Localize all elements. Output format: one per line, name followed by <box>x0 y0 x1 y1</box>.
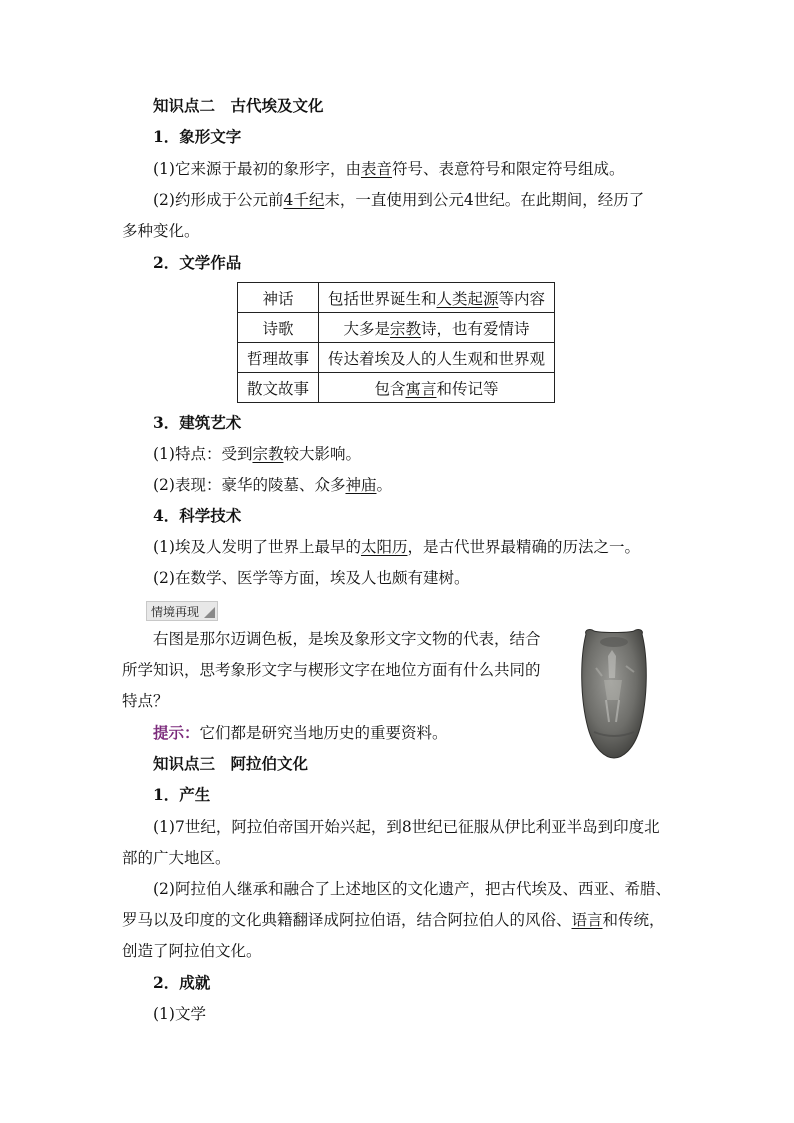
table-value: 大多是宗教诗，也有爱情诗 <box>319 313 555 343</box>
achievement-literature: (1)文学 <box>153 1005 206 1023</box>
table-value: 传达着埃及人的人生观和世界观 <box>319 343 555 373</box>
table-row <box>238 343 555 373</box>
science-math: (2)在数学、医学等方面，埃及人也颇有建树。 <box>153 569 470 587</box>
hieroglyph-origin: (1)它来源于最初的象形字，由表音符号、表意符号和限定符号组成。 <box>153 160 625 178</box>
table-key: 诗歌 <box>238 313 319 343</box>
architecture-heading: 3．建筑艺术 <box>153 413 242 432</box>
table-row <box>238 373 555 403</box>
scenario-question-line2: 所学知识，思考象形文字与楔形文字在地位方面有什么共同的 <box>122 661 541 679</box>
hieroglyph-heading: 1．象形文字 <box>153 127 242 146</box>
table-key: 哲理故事 <box>238 343 319 373</box>
hint-label: 提示： <box>153 723 200 742</box>
arab-rise-line2: 部的广大地区。 <box>122 849 231 867</box>
scenario-badge: 情境再现 <box>146 601 218 621</box>
scenario-hint: 提示：它们都是研究当地历史的重要资料。 <box>153 723 448 742</box>
scenario-question-line1: 右图是那尔迈调色板，是埃及象形文字文物的代表，结合 <box>153 630 541 648</box>
achievements-heading: 2．成就 <box>153 973 211 992</box>
table-row <box>238 313 555 343</box>
science-calendar: (1)埃及人发明了世界上最早的太阳历，是古代世界最精确的历法之一。 <box>153 538 640 556</box>
corner-triangle-icon <box>204 607 215 618</box>
architecture-expression: (2)表现：豪华的陵墓、众多神庙。 <box>153 476 392 494</box>
arab-rise-line1: (1)7世纪，阿拉伯帝国开始兴起，到8世纪已征服从伊比利亚半岛到印度北 <box>153 818 660 836</box>
arab-heritage-line2: 罗马以及印度的文化典籍翻译成阿拉伯语，结合阿拉伯人的风俗、语言和传统， <box>122 911 665 929</box>
hieroglyph-period-cont: 多种变化。 <box>122 222 200 240</box>
hieroglyph-period: (2)约形成于公元前4千纪末，一直使用到公元4世纪。在此期间，经历了 <box>153 191 645 209</box>
table-row <box>238 283 555 313</box>
table-value: 包括世界诞生和人类起源等内容 <box>319 283 555 313</box>
scenario-question-line3: 特点？ <box>122 692 169 710</box>
origin-heading: 1．产生 <box>153 785 211 804</box>
arab-heritage-line1: (2)阿拉伯人继承和融合了上述地区的文化遗产，把古代埃及、西亚、希腊、 <box>153 880 671 898</box>
arab-heritage-line3: 创造了阿拉伯文化。 <box>122 942 262 960</box>
narmer-palette-image <box>578 628 650 760</box>
literature-heading: 2．文学作品 <box>153 253 242 272</box>
literature-table <box>237 282 555 403</box>
architecture-feature: (1)特点：受到宗教较大影响。 <box>153 445 361 463</box>
section-three-title: 知识点三 阿拉伯文化 <box>153 754 309 773</box>
table-key: 散文故事 <box>238 373 319 403</box>
science-heading: 4．科学技术 <box>153 506 242 525</box>
table-value: 包含寓言和传记等 <box>319 373 555 403</box>
section-two-title: 知识点二 古代埃及文化 <box>153 96 324 115</box>
table-key: 神话 <box>238 283 319 313</box>
